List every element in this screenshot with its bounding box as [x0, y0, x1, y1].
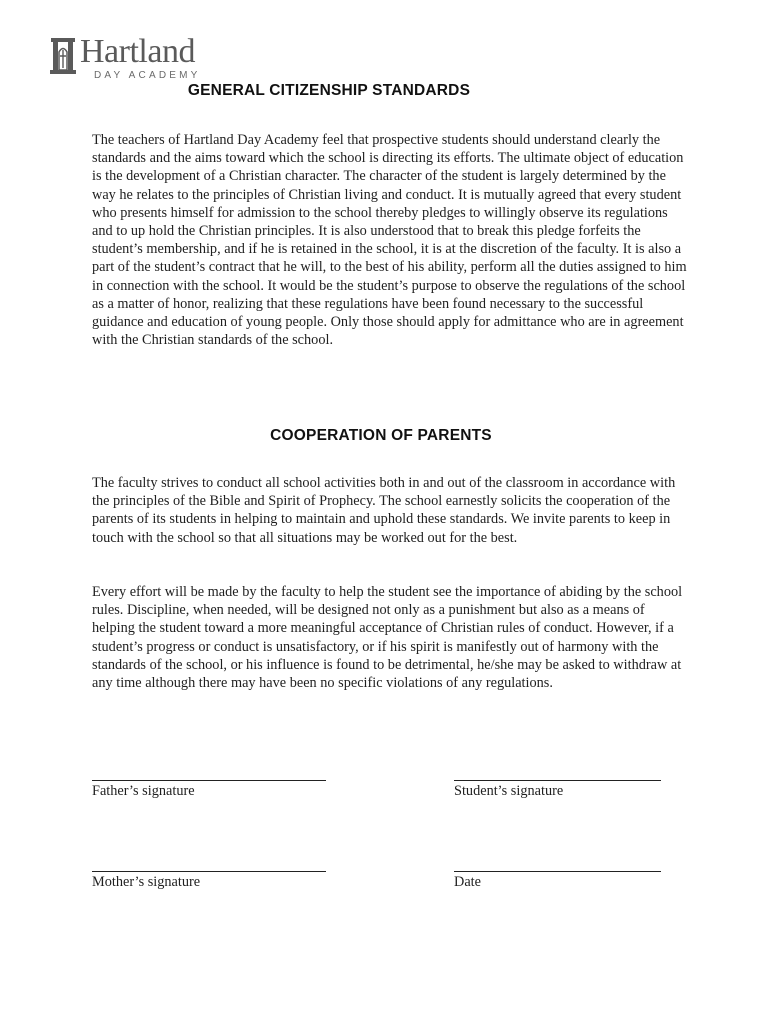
student-signature-label: Student’s signature: [454, 783, 564, 799]
father-signature-line[interactable]: [92, 780, 326, 781]
cooperation-heading: COOPERATION OF PARENTS: [270, 427, 492, 444]
father-signature-label: Father’s signature: [92, 783, 195, 799]
cooperation-paragraph-2: Every effort will be made by the faculty to help the student see the importance of abiding by the school rules. Discipline, when needed, will be designed not only as a punishment but also as a means of helping the student toward a more meaningful acceptance of Christian rules of conduct. However, if a student’s progress or conduct is unsatisfactory, or if his spirit is manifestly out of harmony with the standards of the school, or his influence is found to be detrimental, he/she may be asked to withdraw at any time although there may have been no specific violations of any regulations.: [92, 584, 683, 692]
date-label: Date: [454, 874, 481, 890]
mother-signature-label: Mother’s signature: [92, 874, 201, 890]
student-signature-line[interactable]: [454, 780, 661, 781]
pillar-gate-icon: [50, 36, 76, 74]
logo-subtitle: DAY ACADEMY: [94, 70, 201, 81]
cooperation-paragraph-1: The faculty strives to conduct all school activities both in and out of the classroom in accordance with the principles of the Bible and Spirit of Prophecy. The school earnestly solicits the cooperation of the parents of its students in helping to maintain and uphold these standards. We invite parents to keep in touch with the school so that all situations may be worked out for the best.: [92, 475, 676, 546]
citizenship-paragraph: The teachers of Hartland Day Academy feel that prospective students should understand clearly the standards and the aims toward which the school is directing its efforts. The ultimate object of education is the development of a Christian character. The character of the student is largely determined by the way he relates to the principles of Christian living and conduct. It is mutually agreed that every student who presents himself for admission to the school thereby pledges to willingly observe its regulations and to up hold the Christian principles. It is also understood that to break this pledge forfeits the student’s membership, and if he is retained in the school, it is at the discretion of the faculty. It is also a part of the student’s contract that he will, to the best of his ability, perform all the duties assigned to him in connection with the school. It would be the student’s purpose to observe the regulations of the school as a matter of honor, realizing that these regulations have been found necessary to the successful guidance and education of young people. Only those should apply for admittance who are in agreement with the Christian standards of the school.: [92, 132, 687, 349]
school-logo: [50, 34, 210, 82]
citizenship-heading: GENERAL CITIZENSHIP STANDARDS: [187, 82, 471, 99]
logo-wordmark: Hartland: [80, 33, 195, 70]
mother-signature-line[interactable]: [92, 871, 326, 872]
date-line[interactable]: [454, 871, 661, 872]
